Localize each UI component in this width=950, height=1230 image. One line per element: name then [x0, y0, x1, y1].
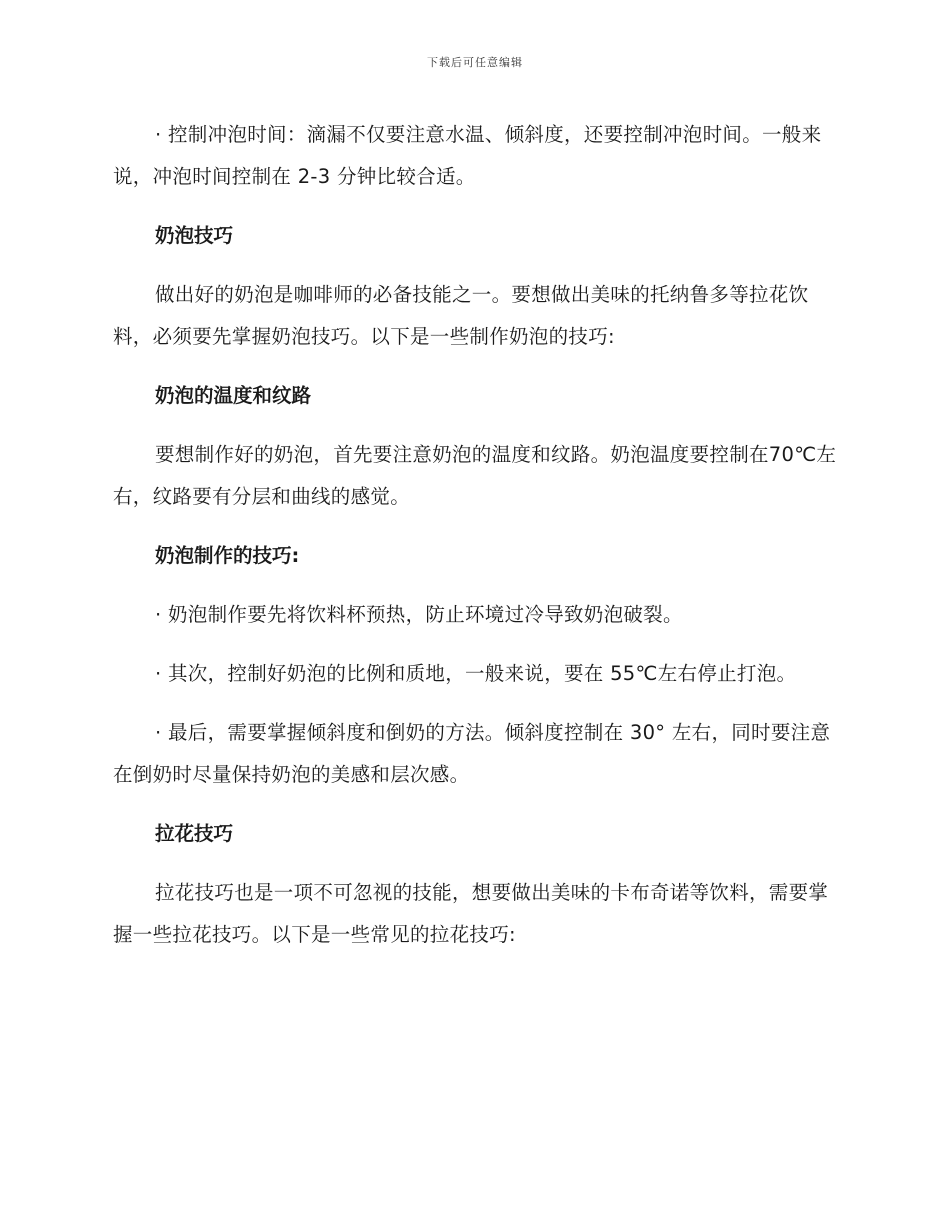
heading-foam-making: 奶泡制作的技巧: — [155, 544, 300, 567]
document-body — [113, 114, 838, 956]
page-header: 下载后可任意编辑 — [427, 56, 523, 69]
paragraph-foam-ratio: · 其次，控制好奶泡的比例和质地，一般来说，要在 55℃左右停止打泡。 — [155, 662, 797, 685]
paragraph-latte-art-intro: 拉花技巧也是一项不可忽视的技能，想要做出美味的卡布奇诺等饮料，需要掌握一些拉花技巧。以下是一些常见的拉花技巧: — [113, 881, 829, 946]
heading-latte-art: 拉花技巧 — [155, 822, 234, 845]
paragraph-milk-foam-intro: 做出好的奶泡是咖啡师的必备技能之一。要想做出美味的托纳鲁多等拉花饮料，必须要先掌握奶泡技巧。以下是一些制作奶泡的技巧: — [113, 283, 809, 348]
paragraph-brew-time: · 控制冲泡时间：滴漏不仅要注意水温、倾斜度，还要控制冲泡时间。一般来说，冲泡时间控制在 2-3 分钟比较合适。 — [113, 123, 822, 188]
heading-milk-foam-skills: 奶泡技巧 — [155, 224, 234, 247]
paragraph-foam-pour: · 最后，需要掌握倾斜度和倒奶的方法。倾斜度控制在 30° 左右，同时要注意在倒奶时尽量保持奶泡的美感和层次感。 — [113, 721, 831, 786]
heading-foam-temperature: 奶泡的温度和纹路 — [155, 384, 312, 407]
paragraph-foam-temperature: 要想制作好的奶泡，首先要注意奶泡的温度和纹路。奶泡温度要控制在70℃左右，纹路要有分层和曲线的感觉。 — [113, 443, 837, 508]
paragraph-foam-preheat: · 奶泡制作要先将饮料杯预热，防止环境过冷导致奶泡破裂。 — [155, 603, 683, 626]
